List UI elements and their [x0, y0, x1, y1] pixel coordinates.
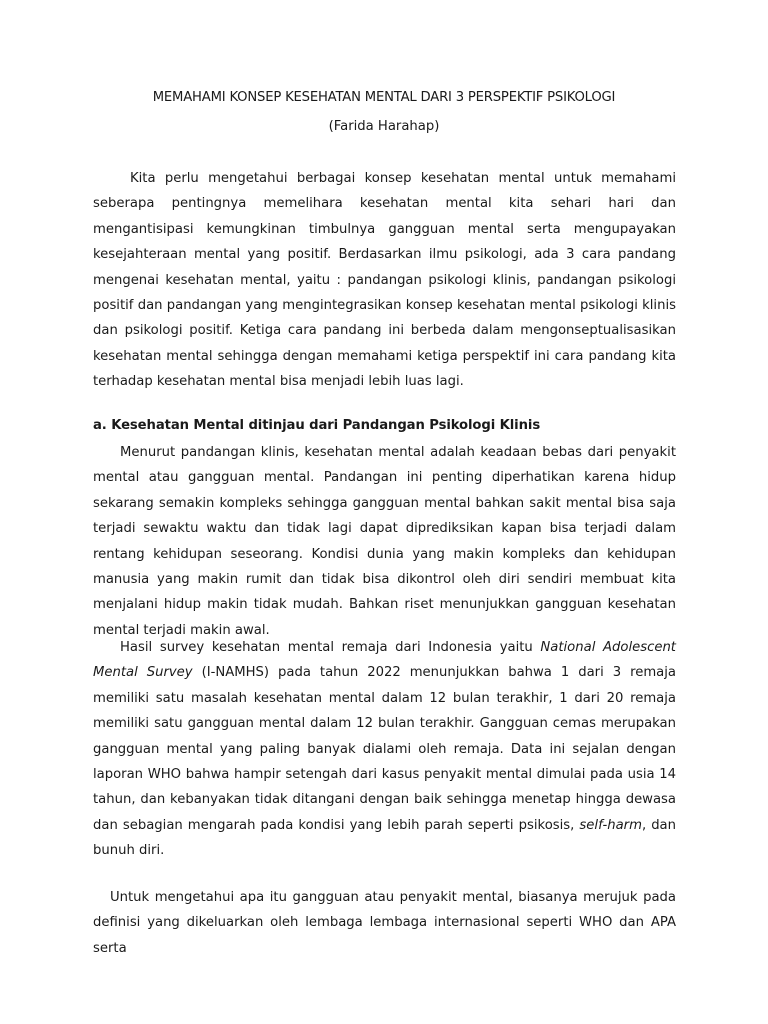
intro-paragraph: Kita perlu mengetahui berbagai konsep kesehatan mental untuk memahami seberapa pentingnya memelihara kesehatan mental kita sehari hari dan mengantisipasi kemungkinan timbulnya gangguan mental serta mengupayakan kesejahteraan mental yang positif. Berdasarkan ilmu psikologi, ada 3 cara pandang mengenai kesehatan mental, yaitu : pandangan psikologi klinis, pandangan psikologi positif dan pandangan yang mengintegrasikan konsep kesehatan mental psikologi klinis dan psikologi positif. Ketiga cara pandang ini berbeda dalam mengonseptualisasikan kesehatan mental sehingga dengan memahami ketiga perspektif ini cara pandang kita terhadap kesehatan mental bisa menjadi lebih luas lagi.: [93, 171, 676, 390]
survey-name-italic: National Adolescent Mental Survey: [93, 640, 676, 681]
self-harm-italic: self-harm: [579, 817, 642, 833]
paragraph-text: , dan bunuh diri.: [93, 817, 676, 859]
paragraph-text: (I-NAMHS) pada tahun 2022 menunjukkan bahwa 1 dari 3 remaja memiliki satu masalah kesehatan mental dalam 12 bulan terakhir, 1 dari 20 remaja memiliki satu gangguan mental dalam 12 bulan terakhir. Gangguan cemas merupakan gangguan mental yang paling banyak dialami oleh remaja. Data ini sejalan dengan laporan WHO bahwa hampir setengah dari kasus penyakit mental dimulai pada usia 14 tahun, dan kebanyakan tidak ditangani dengan baik sehingga menetap hingga dewasa dan sebagian mengarah pada kondisi yang lebih parah seperti psikosis,: [93, 665, 676, 833]
section-a-paragraph-3: Untuk mengetahui apa itu gangguan atau penyakit mental, biasanya merujuk pada definisi yang dikeluarkan oleh lembaga lembaga internasional seperti WHO dan APA serta: [93, 890, 676, 956]
section-a-heading: a. Kesehatan Mental ditinjau dari Pandangan Psikologi Klinis: [93, 418, 541, 433]
section-a-paragraph-2: [93, 635, 676, 864]
paragraph-text: Hasil survey kesehatan mental remaja dari Indonesia yaitu: [120, 640, 541, 655]
document-author: (Farida Harahap): [328, 119, 440, 134]
document-title: MEMAHAMI KONSEP KESEHATAN MENTAL DARI 3 PERSPEKTIF PSIKOLOGI: [152, 90, 616, 105]
section-a-paragraph-1: Menurut pandangan klinis, kesehatan mental adalah keadaan bebas dari penyakit mental atau gangguan mental. Pandangan ini penting diperhatikan karena hidup sekarang semakin kompleks sehingga gangguan mental bahkan sakit mental bisa saja terjadi sewaktu waktu dan tidak lagi dapat diprediksikan kapan bisa terjadi dalam rentang kehidupan seseorang. Kondisi dunia yang makin kompleks dan kehidupan manusia yang makin rumit dan tidak bisa dikontrol oleh diri sendiri membuat kita menjalani hidup makin tidak mudah. Bahkan riset menunjukkan gangguan kesehatan mental terjadi makin awal.: [93, 445, 676, 638]
